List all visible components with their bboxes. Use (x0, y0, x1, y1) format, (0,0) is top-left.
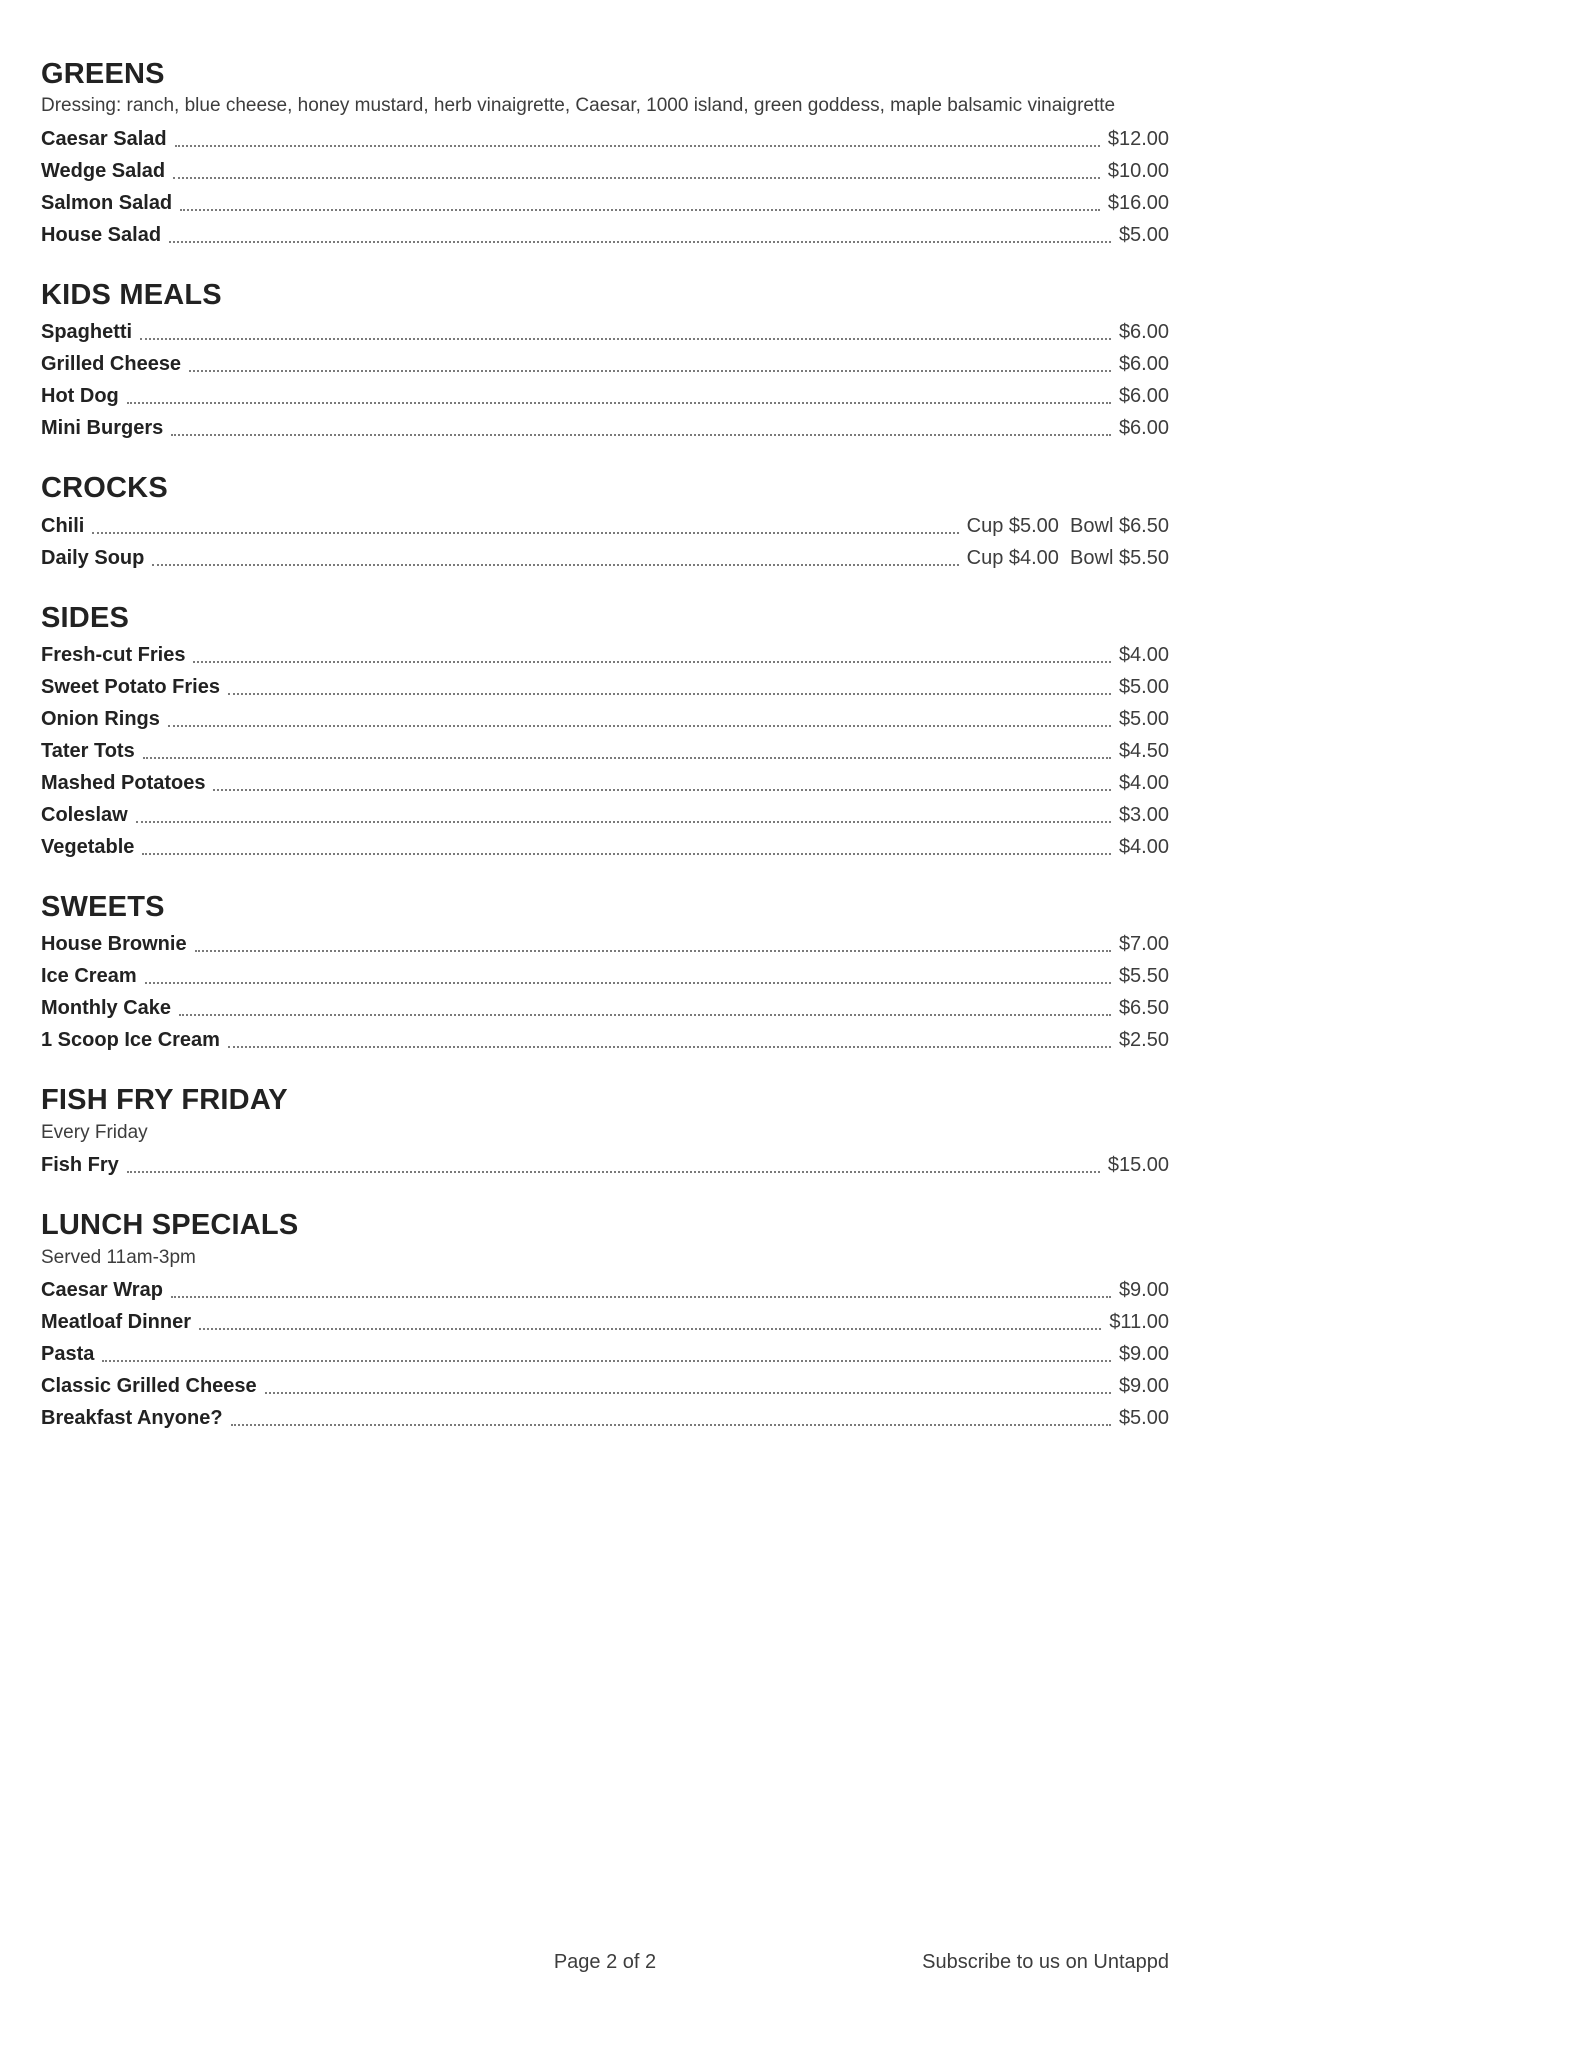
section-title: CROCKS (41, 472, 168, 505)
item-name: Vegetable (41, 836, 135, 859)
menu-item-row (41, 224, 1169, 247)
item-price: $4.00 (1118, 644, 1169, 667)
menu-item-row (41, 1343, 1169, 1366)
page-footer (41, 1951, 1169, 1974)
item-name: Mashed Potatoes (41, 772, 206, 795)
item-price: $4.00 (1118, 772, 1169, 795)
section-title: SIDES (41, 601, 130, 634)
dotted-leader (169, 241, 1111, 243)
menu-item-row (41, 708, 1169, 731)
item-price: $9.00 (1118, 1343, 1169, 1366)
section-title: KIDS MEALS (41, 279, 222, 312)
dotted-leader (228, 1046, 1111, 1048)
item-price: $5.50 (1118, 965, 1169, 988)
menu-sections (41, 58, 1169, 1430)
dotted-leader (231, 1424, 1111, 1426)
section-items (41, 128, 1169, 247)
section-items (41, 1279, 1169, 1430)
item-name: House Brownie (41, 933, 187, 956)
item-price: $15.00 (1107, 1154, 1169, 1177)
menu-item-row (41, 740, 1169, 763)
menu-item-row (41, 1154, 1169, 1177)
dotted-leader (143, 757, 1111, 759)
item-price: $11.00 (1109, 1311, 1169, 1334)
dotted-leader (168, 725, 1111, 727)
section-items (41, 321, 1169, 440)
menu-item-row (41, 1029, 1169, 1052)
dotted-leader (127, 1171, 1100, 1173)
menu-section (41, 58, 1169, 247)
item-name: Daily Soup (41, 546, 145, 569)
section-title: SWEETS (41, 891, 165, 924)
section-items (41, 644, 1169, 859)
item-price: Cup $5.00 Bowl $6.50 (966, 514, 1169, 537)
menu-item-row (41, 353, 1169, 376)
section-title: FISH FRY FRIDAY (41, 1084, 288, 1117)
item-name: Breakfast Anyone? (41, 1407, 223, 1430)
section-subtitle: Dressing: ranch, blue cheese, honey mustard, herb vinaigrette, Caesar, 1000 island, green goddess, maple balsamic vinaigrette (41, 95, 1116, 117)
menu-item-row (41, 772, 1169, 795)
dotted-leader (193, 661, 1110, 663)
item-price: $6.00 (1118, 353, 1169, 376)
menu-item-row (41, 192, 1169, 215)
menu-item-row (41, 1279, 1169, 1302)
menu-item-row (41, 547, 1169, 570)
menu-section (41, 1209, 1169, 1430)
dotted-leader (179, 1014, 1111, 1016)
item-name: Wedge Salad (41, 160, 166, 183)
menu-item-row (41, 997, 1169, 1020)
untappd-subscribe-text: Subscribe to us on Untappd (922, 1951, 1169, 1973)
item-price: $4.00 (1118, 836, 1169, 859)
menu-item-row (41, 644, 1169, 667)
item-name: Grilled Cheese (41, 353, 182, 376)
page-indicator: Page 2 of 2 (553, 1951, 657, 1973)
item-name: Chili (41, 514, 85, 537)
item-price: $9.00 (1118, 1375, 1169, 1398)
section-subtitle: Served 11am-3pm (41, 1246, 196, 1268)
item-price: $6.00 (1118, 417, 1169, 440)
menu-item-row (41, 836, 1169, 859)
menu-item-row (41, 128, 1169, 151)
menu-section (41, 472, 1169, 569)
menu-page (41, 58, 1169, 1462)
item-name: Meatloaf Dinner (41, 1311, 192, 1334)
item-price: $12.00 (1107, 128, 1169, 151)
item-name: Sweet Potato Fries (41, 676, 220, 699)
section-items (41, 1154, 1169, 1177)
item-name: Caesar Salad (41, 128, 167, 151)
item-price: $5.00 (1118, 676, 1169, 699)
dotted-leader (102, 1360, 1111, 1362)
menu-section (41, 279, 1169, 440)
section-subtitle: Every Friday (41, 1121, 148, 1143)
menu-section (41, 1084, 1169, 1177)
item-price: $9.00 (1118, 1279, 1169, 1302)
dotted-leader (265, 1392, 1111, 1394)
item-price: $6.50 (1118, 997, 1169, 1020)
item-price: $5.00 (1118, 1407, 1169, 1430)
section-items (41, 515, 1169, 570)
dotted-leader (175, 145, 1100, 147)
menu-item-row (41, 676, 1169, 699)
item-name: Salmon Salad (41, 192, 173, 215)
item-name: Fish Fry (41, 1154, 119, 1177)
item-name: House Salad (41, 224, 162, 247)
menu-item-row (41, 1407, 1169, 1430)
menu-section (41, 891, 1169, 1052)
item-price: $4.50 (1118, 740, 1169, 763)
dotted-leader (127, 402, 1111, 404)
menu-item-row (41, 804, 1169, 827)
dotted-leader (171, 1296, 1111, 1298)
section-title: GREENS (41, 58, 165, 90)
section-title: LUNCH SPECIALS (41, 1209, 299, 1242)
item-price: $10.00 (1107, 160, 1169, 183)
item-name: Spaghetti (41, 321, 133, 344)
item-name: Caesar Wrap (41, 1279, 163, 1302)
menu-item-row (41, 385, 1169, 408)
item-name: Tater Tots (41, 740, 135, 763)
section-items (41, 933, 1169, 1052)
menu-item-row (41, 515, 1169, 538)
menu-item-row (41, 417, 1169, 440)
item-name: Pasta (41, 1343, 95, 1366)
dotted-leader (228, 693, 1111, 695)
dotted-leader (145, 982, 1111, 984)
item-price: $5.00 (1118, 708, 1169, 731)
dotted-leader (213, 789, 1110, 791)
item-price: $5.00 (1118, 224, 1169, 247)
item-price: $2.50 (1118, 1029, 1169, 1052)
menu-item-row (41, 933, 1169, 956)
dotted-leader (189, 370, 1111, 372)
dotted-leader (92, 532, 958, 534)
item-price: $16.00 (1107, 192, 1169, 215)
dotted-leader (136, 821, 1111, 823)
item-price: $6.00 (1118, 321, 1169, 344)
item-price: Cup $4.00 Bowl $5.50 (966, 546, 1169, 569)
item-name: 1 Scoop Ice Cream (41, 1029, 220, 1052)
item-price: $3.00 (1118, 804, 1169, 827)
item-price: $6.00 (1118, 385, 1169, 408)
item-name: Ice Cream (41, 965, 137, 988)
dotted-leader (199, 1328, 1101, 1330)
dotted-leader (173, 177, 1100, 179)
item-name: Coleslaw (41, 804, 128, 827)
dotted-leader (140, 338, 1111, 340)
item-price: $7.00 (1118, 933, 1169, 956)
menu-item-row (41, 965, 1169, 988)
dotted-leader (180, 209, 1100, 211)
menu-item-row (41, 160, 1169, 183)
item-name: Hot Dog (41, 385, 119, 408)
dotted-leader (142, 853, 1111, 855)
dotted-leader (195, 950, 1111, 952)
item-name: Onion Rings (41, 708, 160, 731)
item-name: Classic Grilled Cheese (41, 1375, 257, 1398)
menu-item-row (41, 1375, 1169, 1398)
item-name: Mini Burgers (41, 417, 164, 440)
menu-section (41, 602, 1169, 859)
item-name: Fresh-cut Fries (41, 644, 186, 667)
item-name: Monthly Cake (41, 997, 172, 1020)
dotted-leader (152, 564, 958, 566)
menu-item-row (41, 321, 1169, 344)
dotted-leader (171, 434, 1111, 436)
menu-item-row (41, 1311, 1169, 1334)
